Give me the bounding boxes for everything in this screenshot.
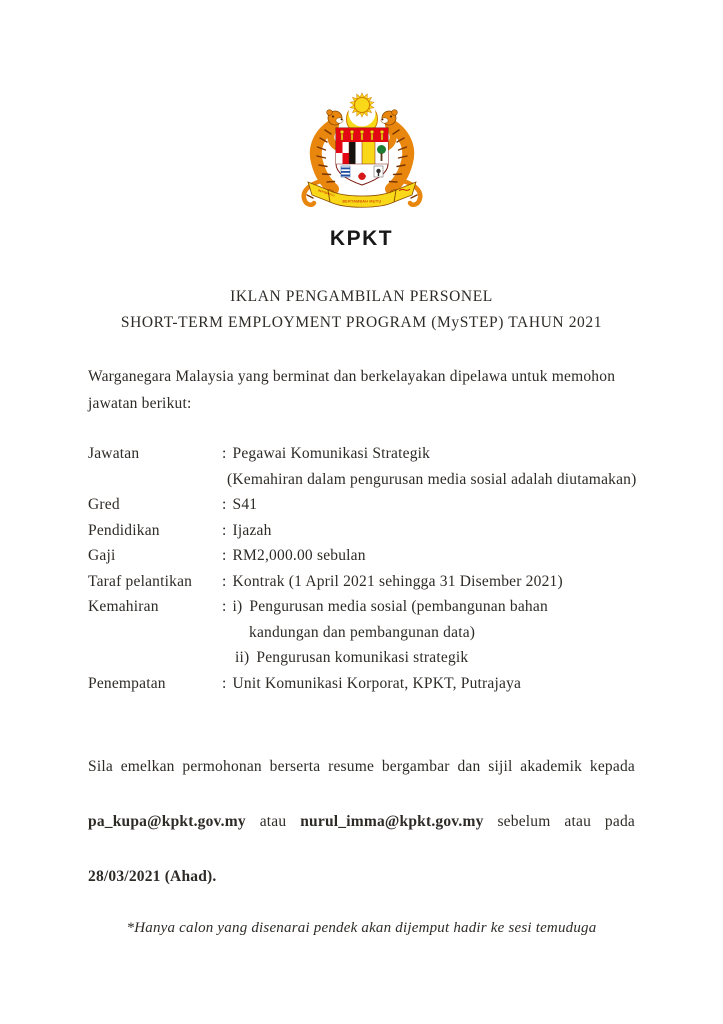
colon: : (222, 521, 227, 539)
detail-label: Penempatan (88, 674, 166, 692)
title-line-1: IKLAN PENGAMBILAN PERSONEL (230, 288, 493, 305)
detail-value: RM2,000.00 sebulan (232, 547, 366, 564)
detail-row-jawatan (88, 441, 635, 492)
detail-label: Taraf pelantikan (88, 572, 193, 590)
motto-left-text: BERSEKUTU (317, 188, 335, 198)
colon: : (222, 598, 227, 615)
application-deadline: 28/03/2021 (Ahad). (88, 868, 217, 885)
job-details-list (88, 441, 635, 696)
skill-item-1-line-1: Pengurusan media sosial (pembangunan bahan (249, 598, 548, 615)
motto-center-text: BERTAMBAH MUTU (341, 199, 382, 204)
detail-row-pendidikan (88, 518, 635, 544)
email-nurul-imma: nurul_imma@kpkt.gov.my (300, 813, 484, 830)
colon: : (222, 445, 227, 462)
intro-line-2: jawatan berikut: (88, 395, 192, 412)
title-line-2: SHORT-TERM EMPLOYMENT PROGRAM (MySTEP) TAHUN 2021 (120, 314, 603, 331)
detail-value: Pegawai Komunikasi Strategik (232, 445, 431, 462)
malaysia-coat-of-arms-icon (292, 92, 432, 220)
detail-note: (Kemahiran dalam pengurusan media sosial adalah diutamakan) (227, 470, 637, 488)
intro-line-1: Warganegara Malaysia yang berminat dan berkelayakan dipelawa untuk memohon (88, 368, 616, 385)
document-title (0, 284, 723, 336)
colon: : (222, 674, 227, 692)
closing-line-2 (88, 808, 635, 863)
colon: : (222, 496, 227, 513)
detail-row-penempatan (88, 671, 635, 697)
connector-word: atau (259, 813, 287, 830)
skill-item-2: Pengurusan komunikasi strategik (256, 649, 469, 666)
detail-value: Kontrak (1 April 2021 sehingga 31 Disember 2021) (232, 572, 563, 590)
crest-block (0, 0, 723, 251)
detail-label: Gaji (88, 547, 116, 564)
detail-row-taraf-pelantikan (88, 569, 635, 595)
shortlist-footnote: *Hanya calon yang disenarai pendek akan dijemput hadir ke sesi temuduga (126, 919, 597, 936)
intro-paragraph (88, 363, 635, 417)
detail-label: Kemahiran (88, 598, 159, 615)
detail-row-gaji (88, 543, 635, 569)
closing-tail-text: sebelum atau pada (497, 813, 635, 830)
colon: : (222, 572, 227, 590)
detail-row-gred (88, 492, 635, 518)
skill-item-1-line-2: kandungan dan pembangunan data) (249, 623, 476, 641)
detail-label: Pendidikan (88, 521, 160, 539)
detail-value: S41 (232, 496, 258, 513)
document-body (88, 363, 635, 937)
closing-line-1: Sila emelkan permohonan berserta resume bergambar dan sijil akademik kepada (88, 758, 635, 775)
colon: : (222, 547, 227, 564)
list-marker-ii: ii) (235, 649, 250, 666)
application-instructions (88, 753, 635, 891)
detail-row-kemahiran (88, 594, 635, 671)
shield-icon (336, 128, 388, 185)
email-pa-kupa: pa_kupa@kpkt.gov.my (88, 813, 246, 830)
detail-value: Unit Komunikasi Korporat, KPKT, Putrajaya (232, 674, 522, 692)
detail-value: Ijazah (232, 521, 272, 539)
list-marker-i: i) (232, 598, 243, 615)
detail-label: Gred (88, 496, 120, 513)
ministry-abbreviation: KPKT (329, 227, 394, 250)
detail-label: Jawatan (88, 445, 140, 462)
